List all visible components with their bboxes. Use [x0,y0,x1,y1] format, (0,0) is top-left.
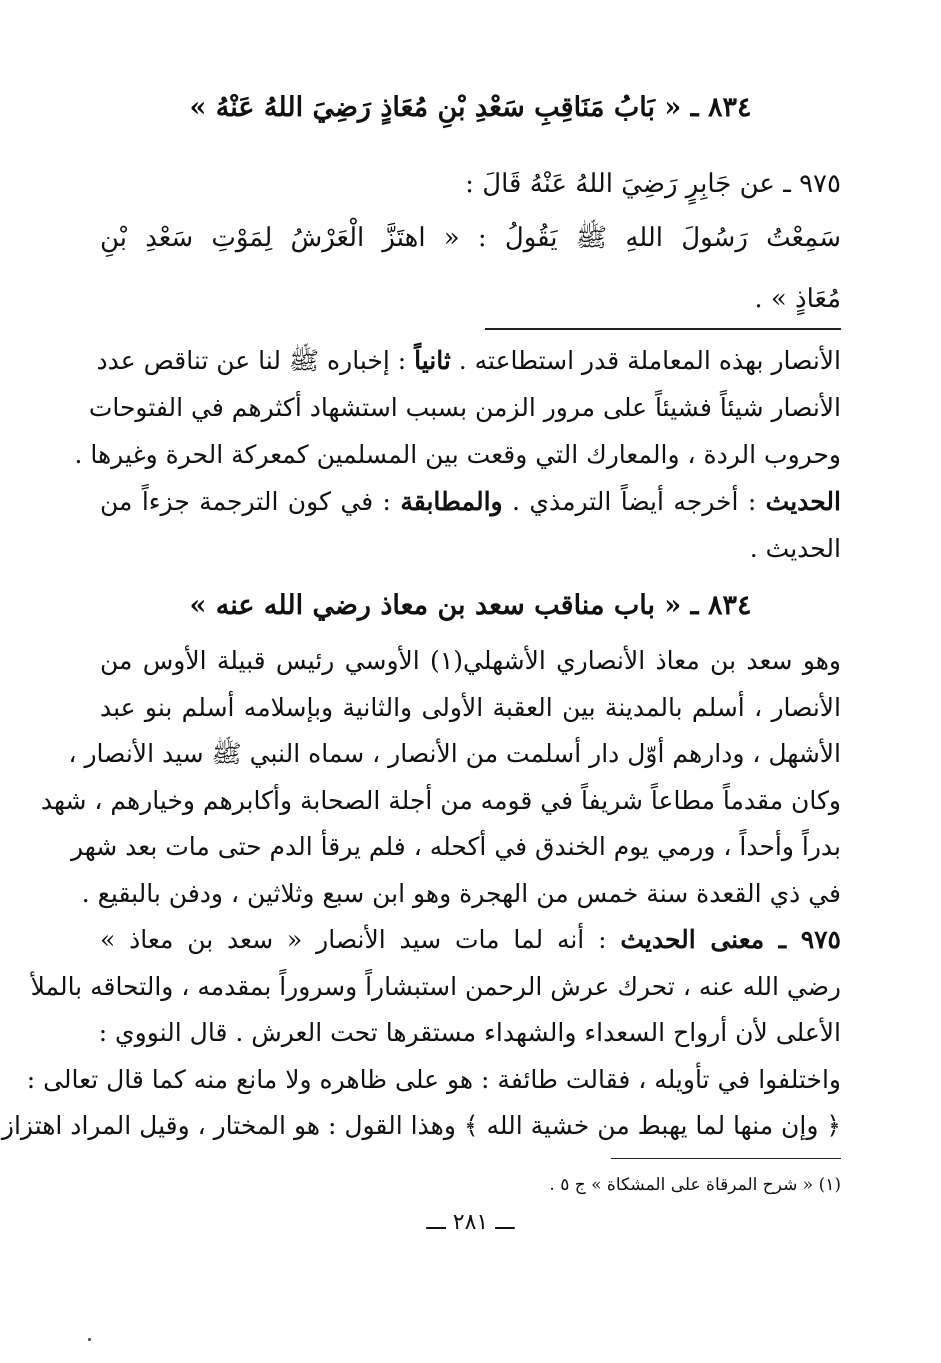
text-run: الأنصار شيئاً فشيئاً على مرور الزمن بسبب استشهاد أكثرهم في الفتوحات [88,393,841,422]
bold-term: ثانياً [414,346,451,375]
prev-commentary-line [74,431,841,479]
text-run: ﴿ وإن منها لما يهبط من خشية الله ﴾ وهذا القول : هو المختار ، وقيل المراد اهتزاز [1,1111,841,1140]
commentary-line [70,823,841,871]
bold-term: الحديث [765,487,841,516]
text-run: : في كون الترجمة جزءاً من [100,487,401,516]
hadith-line-2: سَمِعْتُ رَسُولَ اللهِ ﷺ يَقُولُ : « اهتَزَّ الْعَرْشُ لِمَوْتِ سَعْدِ بْنِ [100,223,841,253]
text-run: الأنصار ، أسلم بالمدينة بين العقبة الأولى والثانية وبإسلامه أسلم بنو عبد [100,692,841,722]
commentary-line [100,1009,841,1057]
text-run: في ذي القعدة سنة خمس من الهجرة وهو ابن سبع وثلاثين ، ودفن بالبقيع . [81,878,841,908]
commentary-line [100,637,841,685]
text-run: وهو سعد بن معاذ الأنصاري الأشهلي(١) الأوسي رئيس قبيلة الأوس من [100,646,841,675]
prev-commentary-line [100,478,841,526]
commentary-line [30,963,841,1011]
commentary-line [68,730,841,778]
bold-term: والمطابقة [400,487,503,516]
scan-mark [88,1338,91,1341]
prev-commentary-line [96,337,841,385]
footnote: (١) « شرح المرقاة على المشكاة » ج ٥ . [549,1175,841,1195]
commentary-line [40,777,841,825]
page-number: ـــ ٢٨١ ـــ [426,1210,515,1235]
separator-rule [485,328,841,330]
text-run: : إخباره ﷺ لنا عن تناقص عدد [96,346,415,375]
text-run: واختلفوا في تأويله ، فقالت طائفة : هو على ظاهره ولا مانع منه كما قال تعالى : [26,1064,841,1094]
text-run: الحديث . [749,534,841,563]
text-run: وحروب الردة ، والمعارك التي وقعت بين المسلمين كمعركة الحرة وغيرها . [74,440,841,469]
text-run: الأعلى لأن أرواح السعداء والشهداء مستقرها تحت العرش . قال النووي : [98,1018,841,1047]
text-run: : أنه لما مات سيد الأنصار « سعد بن معاذ » [100,925,621,954]
text-run: الأشهل ، ودارهم أوّل دار أسلمت من الأنصار ، سماه النبي ﷺ سيد الأنصار ، [68,739,841,768]
text-run: رضي الله عنه ، تحرك عرش الرحمن استبشاراً وسروراً بمقدمه ، والتحاقه بالملأ [30,971,841,1001]
bold-term: ٩٧٥ ـ معنى الحديث [620,925,841,954]
text-run: بدراً وأحداً ، ورمي يوم الخندق في أكحله ، فلم يرقأ الدم حتى مات بعد شهر [70,832,841,861]
commentary-line [1,1102,841,1150]
section-title: ٨٣٤ ـ « باب مناقب سعد بن معاذ رضي الله عنه » [189,590,752,621]
prev-commentary-line [88,384,841,432]
commentary-line [26,1056,841,1104]
chapter-title: ٨٣٤ ـ « بَابُ مَنَاقِبِ سَعْدِ بْنِ مُعَاذٍ رَضِيَ اللهُ عَنْهُ » [189,92,752,123]
hadith-line-1: ٩٧٥ ـ عن جَابِرٍ رَضِيَ اللهُ عَنْهُ قَالَ : [465,169,841,199]
text-run: الأنصار بهذه المعاملة قدر استطاعته . [450,346,841,375]
commentary-line [100,684,841,732]
commentary-line [100,916,841,964]
hadith-line-3: مُعَاذٍ » . [754,284,841,314]
prev-commentary-line [100,525,841,573]
footnote-rule [611,1158,841,1159]
text-run: : أخرجه أيضاً الترمذي . [502,487,766,516]
text-run: وكان مقدماً مطاعاً شريفاً في قومه من أجلة الصحابة وأكابرهم وخيارهم ، شهد [40,785,841,815]
commentary-line [81,870,841,918]
